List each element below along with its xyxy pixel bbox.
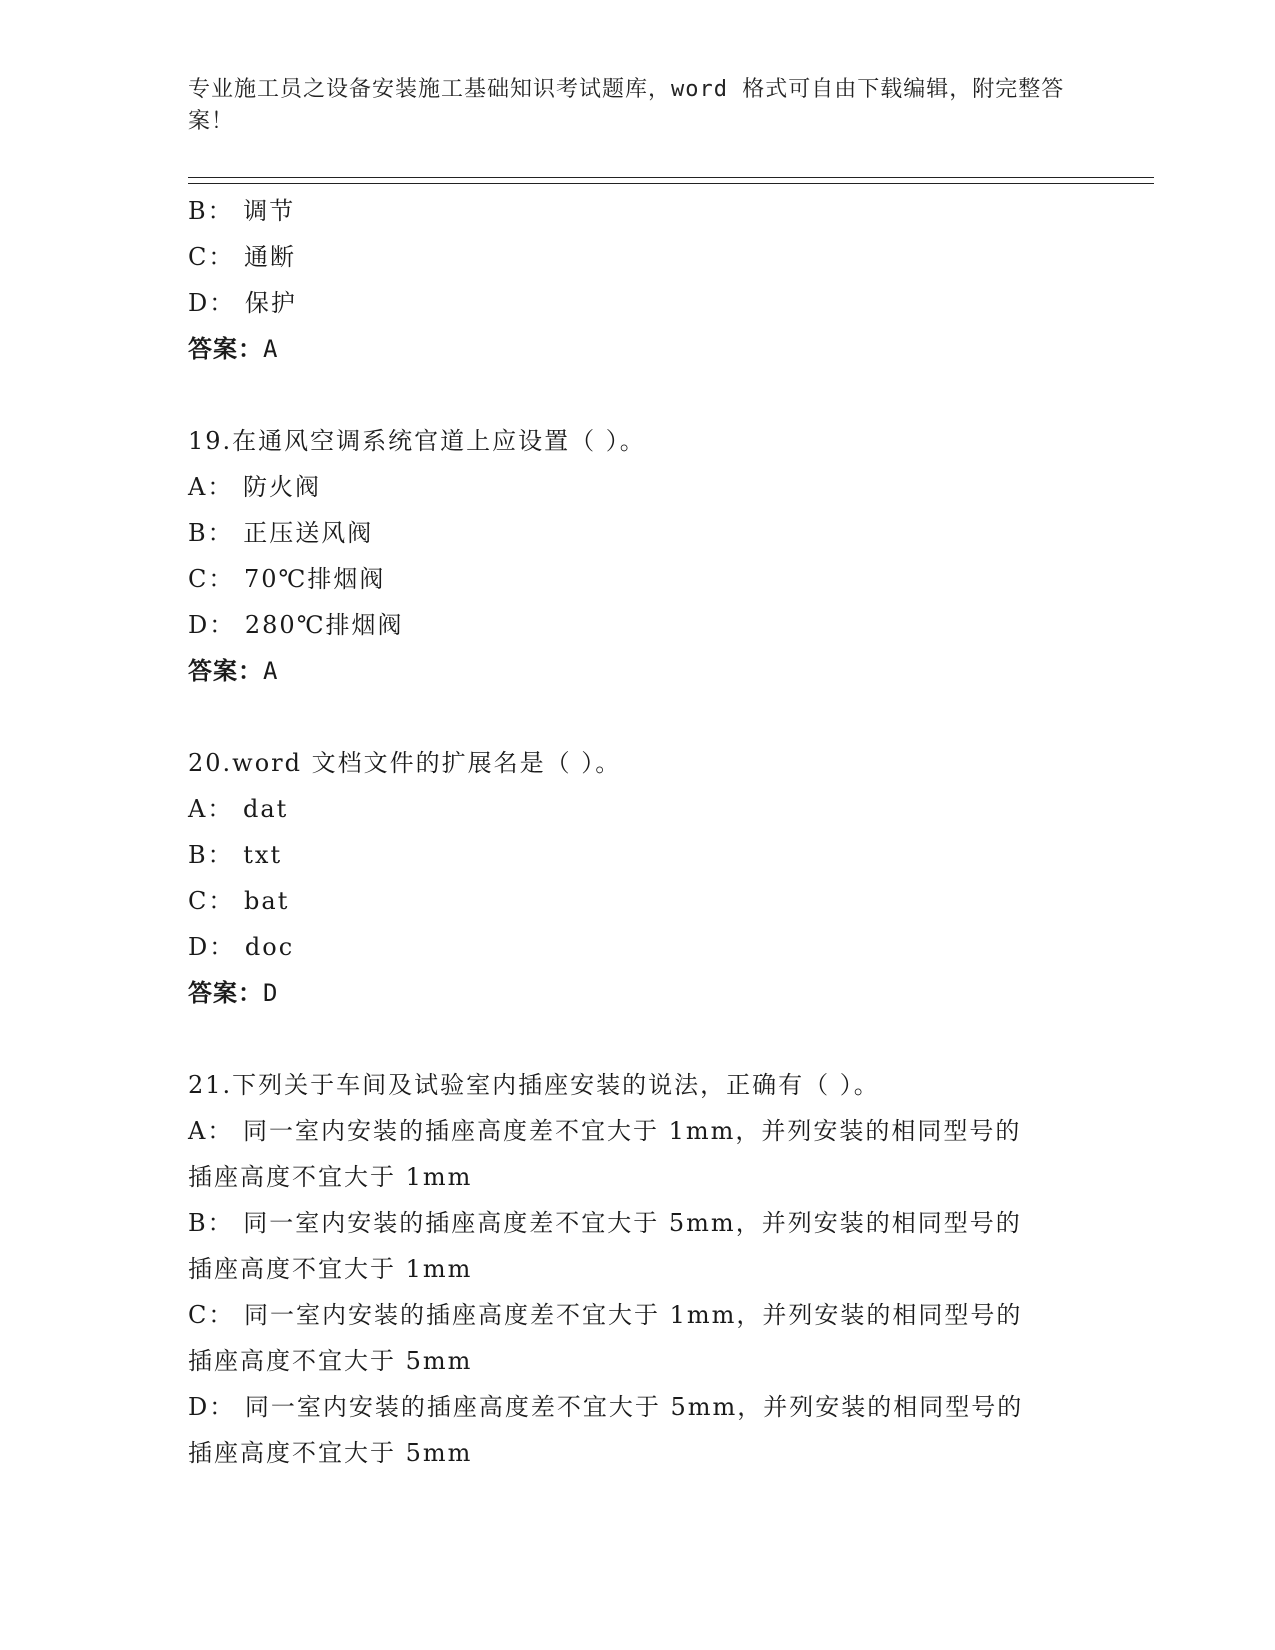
option-c: C： bat	[188, 887, 290, 915]
option-b: B： txt	[188, 841, 283, 869]
question-content	[188, 188, 1088, 1476]
answer-line: 答案：D	[188, 979, 279, 1007]
option-b-continued: 插座高度不宜大于 1mm	[188, 1255, 473, 1283]
answer-line: 答案：A	[188, 657, 279, 685]
document-header: 专业施工员之设备安装施工基础知识考试题库，word 格式可自由下载编辑，附完整答案！	[188, 77, 1065, 134]
option-b: B： 同一室内安装的插座高度差不宜大于 5mm，并列安装的相同型号的	[188, 1209, 1022, 1237]
question-21-stem: 21.下列关于车间及试验室内插座安装的说法，正确有（ ）。	[188, 1071, 880, 1099]
option-a: A： dat	[188, 795, 289, 823]
option-c: C： 同一室内安装的插座高度差不宜大于 1mm，并列安装的相同型号的	[188, 1301, 1023, 1329]
question-19-stem: 19.在通风空调系统官道上应设置（ ）。	[188, 427, 646, 455]
question-20-stem: 20.word 文档文件的扩展名是（ ）。	[188, 749, 622, 777]
option-d: D： doc	[188, 933, 295, 961]
option-b: B： 调节	[188, 197, 296, 225]
answer-line: 答案：A	[188, 335, 279, 363]
option-a: A： 同一室内安装的插座高度差不宜大于 1mm，并列安装的相同型号的	[188, 1117, 1022, 1145]
option-c-continued: 插座高度不宜大于 5mm	[188, 1347, 473, 1375]
option-d: D： 保护	[188, 289, 297, 317]
option-d: D： 280℃排烟阀	[188, 611, 404, 639]
option-d: D： 同一室内安装的插座高度差不宜大于 5mm，并列安装的相同型号的	[188, 1393, 1024, 1421]
option-c: C： 通断	[188, 243, 297, 271]
option-c: C： 70℃排烟阀	[188, 565, 386, 593]
option-b: B： 正压送风阀	[188, 519, 374, 547]
option-a: A： 防火阀	[188, 473, 321, 501]
option-a-continued: 插座高度不宜大于 1mm	[188, 1163, 473, 1191]
option-d-continued: 插座高度不宜大于 5mm	[188, 1439, 473, 1467]
header-divider	[188, 177, 1154, 184]
